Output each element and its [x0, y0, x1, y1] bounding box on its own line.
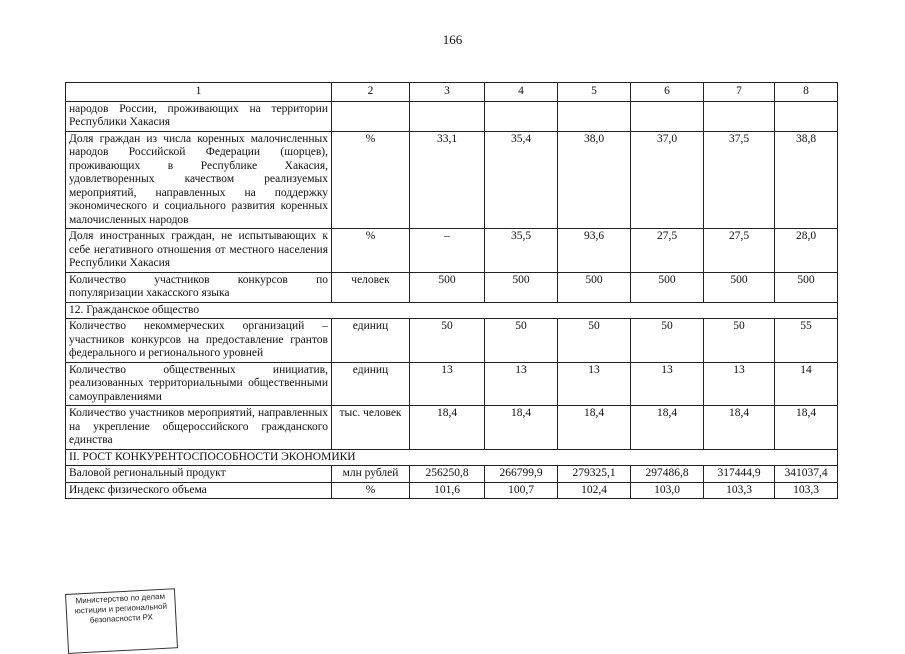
value-cell: 500	[704, 272, 775, 302]
value-cell: 13	[631, 362, 704, 406]
indicator-cell: Количество участников мероприятий, направленных на укрепление общероссийского гражданского единства	[66, 406, 332, 450]
unit-cell: единиц	[332, 319, 410, 363]
column-header: 8	[775, 83, 838, 102]
indicator-cell: Количество некоммерческих организаций – участников конкурсов на предоставление грантов федерального и регионального уровней	[66, 319, 332, 363]
value-cell: 103,0	[631, 482, 704, 499]
indicator-cell: Количество общественных инициатив, реализованных территориальными общественными самоуправлениями	[66, 362, 332, 406]
section-row	[66, 449, 838, 466]
value-cell: 500	[485, 272, 558, 302]
value-cell: 101,6	[410, 482, 485, 499]
section-title: II. РОСТ КОНКУРЕНТОСПОСОБНОСТИ ЭКОНОМИКИ	[66, 449, 838, 466]
value-cell	[775, 101, 838, 131]
value-cell: 55	[775, 319, 838, 363]
table-row	[66, 272, 838, 302]
unit-cell: %	[332, 482, 410, 499]
registration-stamp	[65, 588, 178, 654]
value-cell: 500	[410, 272, 485, 302]
value-cell: 37,5	[704, 131, 775, 229]
unit-cell: %	[332, 229, 410, 273]
value-cell: 14	[775, 362, 838, 406]
column-header: 1	[66, 83, 332, 102]
value-cell: 35,5	[485, 229, 558, 273]
value-cell: 103,3	[775, 482, 838, 499]
value-cell: 38,0	[558, 131, 631, 229]
value-cell: 279325,1	[558, 466, 631, 483]
table-row	[66, 482, 838, 499]
value-cell: 50	[558, 319, 631, 363]
table-row	[66, 229, 838, 273]
stamp-line: безопасности РХ	[89, 612, 154, 625]
unit-cell: млн рублей	[332, 466, 410, 483]
value-cell: 18,4	[631, 406, 704, 450]
value-cell: 33,1	[410, 131, 485, 229]
indicator-cell: Количество участников конкурсов по популяризации хакасского языка	[66, 272, 332, 302]
value-cell: 100,7	[485, 482, 558, 499]
value-cell: 18,4	[485, 406, 558, 450]
value-cell: 13	[485, 362, 558, 406]
table-row	[66, 131, 838, 229]
table-header-row	[66, 83, 838, 102]
section-title: 12. Гражданское общество	[66, 302, 838, 319]
indicator-cell: Доля иностранных граждан, не испытывающих к себе негативного отношения от местного населения Республики Хакасия	[66, 229, 332, 273]
indicator-cell: народов России, проживающих на территории Республики Хакасия	[66, 101, 332, 131]
stamp-line: юстиции и региональной	[74, 601, 168, 616]
value-cell: 500	[631, 272, 704, 302]
value-cell	[631, 101, 704, 131]
value-cell: 18,4	[704, 406, 775, 450]
table-row	[66, 319, 838, 363]
page-number: 166	[442, 32, 463, 47]
value-cell: 38,8	[775, 131, 838, 229]
value-cell: 18,4	[775, 406, 838, 450]
value-cell: 297486,8	[631, 466, 704, 483]
value-cell: 50	[704, 319, 775, 363]
value-cell: 27,5	[704, 229, 775, 273]
table-row	[66, 101, 838, 131]
value-cell: 500	[775, 272, 838, 302]
indicator-cell: Валовой региональный продукт	[66, 466, 332, 483]
unit-cell: %	[332, 131, 410, 229]
value-cell: 266799,9	[485, 466, 558, 483]
column-header: 3	[410, 83, 485, 102]
value-cell: 27,5	[631, 229, 704, 273]
column-header: 4	[485, 83, 558, 102]
value-cell: 18,4	[410, 406, 485, 450]
value-cell: 13	[704, 362, 775, 406]
table-row	[66, 362, 838, 406]
value-cell: 13	[558, 362, 631, 406]
value-cell: 35,4	[485, 131, 558, 229]
section-row	[66, 302, 838, 319]
value-cell: 256250,8	[410, 466, 485, 483]
unit-cell: человек	[332, 272, 410, 302]
value-cell: 50	[410, 319, 485, 363]
value-cell	[410, 101, 485, 131]
value-cell: 103,3	[704, 482, 775, 499]
value-cell: 50	[631, 319, 704, 363]
value-cell: 13	[410, 362, 485, 406]
value-cell	[704, 101, 775, 131]
value-cell: 37,0	[631, 131, 704, 229]
value-cell: –	[410, 229, 485, 273]
column-header: 6	[631, 83, 704, 102]
value-cell: 18,4	[558, 406, 631, 450]
indicator-cell: Индекс физического объема	[66, 482, 332, 499]
value-cell: 28,0	[775, 229, 838, 273]
column-header: 7	[704, 83, 775, 102]
indicator-cell: Доля граждан из числа коренных малочисленных народов Российской Федерации (шорцев), проживающих в Республике Хакасия, удовлетворенных качеством реализуемых мероприятий, направленных на поддержку экономического и социального развития коренных малочисленных народов	[66, 131, 332, 229]
stamp-line: Министерство по делам	[75, 591, 166, 606]
column-header: 5	[558, 83, 631, 102]
value-cell: 93,6	[558, 229, 631, 273]
value-cell	[558, 101, 631, 131]
unit-cell: единиц	[332, 362, 410, 406]
table-row	[66, 466, 838, 483]
indicators-table	[65, 82, 838, 499]
column-header: 2	[332, 83, 410, 102]
unit-cell: тыс. человек	[332, 406, 410, 450]
unit-cell	[332, 101, 410, 131]
value-cell: 500	[558, 272, 631, 302]
value-cell	[485, 101, 558, 131]
value-cell: 341037,4	[775, 466, 838, 483]
value-cell: 317444,9	[704, 466, 775, 483]
value-cell: 50	[485, 319, 558, 363]
table-row	[66, 406, 838, 450]
value-cell: 102,4	[558, 482, 631, 499]
